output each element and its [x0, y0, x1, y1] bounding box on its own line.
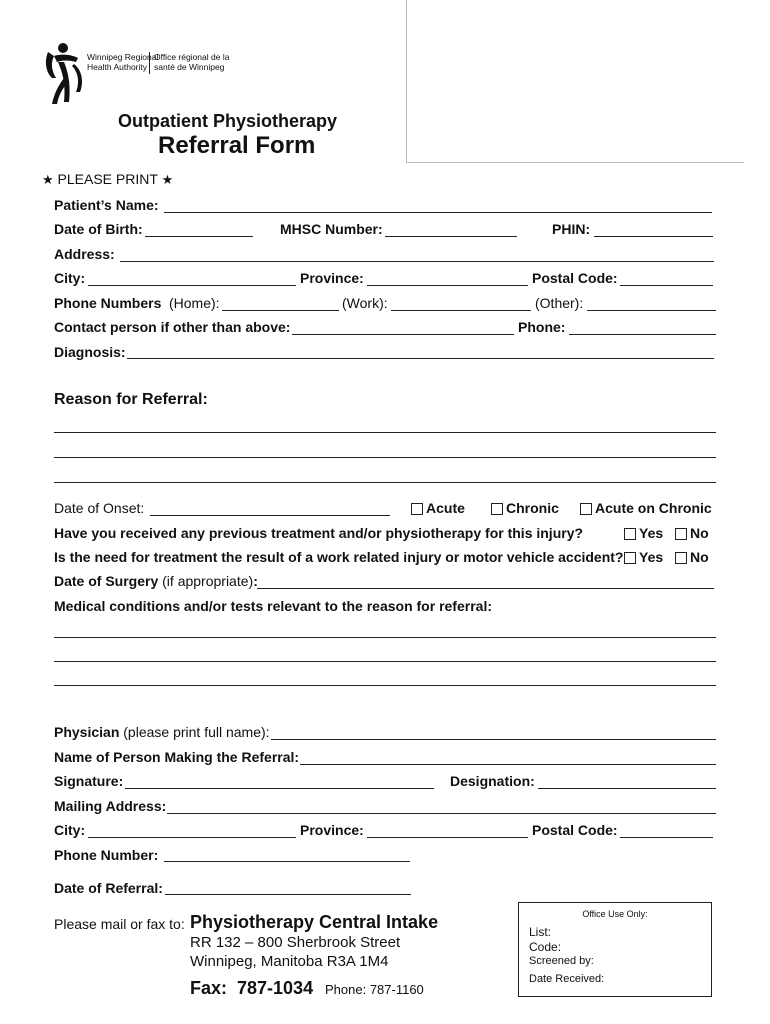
home-phone-field[interactable]	[222, 310, 339, 311]
form-title: Referral Form	[158, 132, 316, 159]
designation-field[interactable]	[538, 788, 716, 789]
acute-on-chronic-label: Acute on Chronic	[595, 500, 712, 516]
logo-text-en	[87, 52, 158, 72]
onset-field[interactable]	[150, 515, 390, 516]
yes-label: Yes	[639, 525, 664, 541]
signature-label: Signature:	[54, 773, 124, 789]
logo-org-en-line1: Winnipeg Regional	[87, 52, 159, 62]
physician-postal-label: Postal Code:	[532, 822, 618, 838]
work-related-no[interactable]	[675, 549, 709, 565]
province-field[interactable]	[367, 285, 528, 286]
onset-label: Date of Onset:	[54, 500, 145, 516]
chronic-checkbox[interactable]	[491, 503, 503, 515]
logo-org-fr-line2: santé de Winnipeg	[154, 62, 225, 72]
wrha-logo-figure-icon	[42, 42, 86, 108]
referral-date-field[interactable]	[165, 894, 411, 895]
form-subtitle: Outpatient Physiotherapy	[118, 111, 338, 131]
physician-label-text: Physician	[54, 724, 120, 740]
previous-treatment-question: Have you received any previous treatment and/or physiotherapy for this injury?	[54, 525, 584, 541]
surgery-colon: :	[253, 573, 258, 589]
physician-city-label: City:	[54, 822, 86, 838]
medical-line-1[interactable]	[54, 637, 716, 638]
physician-phone-field[interactable]	[164, 861, 410, 862]
medical-line-3[interactable]	[54, 685, 716, 686]
reason-line-1[interactable]	[54, 432, 716, 433]
no-label: No	[690, 525, 709, 541]
diagnosis-field[interactable]	[127, 358, 714, 359]
work-related-no-checkbox[interactable]	[675, 552, 687, 564]
fax-number: Fax: 787-1034	[190, 978, 314, 998]
mail-address-line2: Winnipeg, Manitoba R3A 1M4	[190, 953, 389, 970]
acute-option[interactable]	[411, 500, 465, 516]
medical-conditions-label: Medical conditions and/or tests relevant to the reason for referral:	[54, 598, 492, 614]
acute-checkbox[interactable]	[411, 503, 423, 515]
acute-label: Acute	[426, 500, 465, 516]
address-field[interactable]	[120, 261, 714, 262]
acute-on-chronic-checkbox[interactable]	[580, 503, 592, 515]
referrer-field[interactable]	[300, 764, 716, 765]
address-label: Address:	[54, 246, 115, 262]
mail-org: Physiotherapy Central Intake	[190, 912, 439, 932]
mailing-address-field[interactable]	[167, 813, 716, 814]
mhsc-field[interactable]	[385, 236, 517, 237]
chronic-label: Chronic	[506, 500, 559, 516]
wrha-logo	[42, 42, 86, 108]
postal-code-field[interactable]	[620, 285, 713, 286]
surgery-label	[54, 573, 258, 589]
office-use-title: Office Use Only:	[582, 909, 648, 919]
home-phone-label: (Home):	[169, 295, 220, 311]
physician-province-label: Province:	[300, 822, 364, 838]
previous-treatment-yes[interactable]	[624, 525, 663, 541]
dob-field[interactable]	[145, 236, 253, 237]
star-icon: ★	[42, 172, 54, 187]
contact-person-label: Contact person if other than above:	[54, 319, 291, 335]
postal-code-label: Postal Code:	[532, 270, 618, 286]
please-print-note	[42, 171, 173, 188]
contact-phone-field[interactable]	[569, 334, 716, 335]
phone-numbers-label: Phone Numbers	[54, 295, 162, 311]
physician-field[interactable]	[271, 739, 716, 740]
contact-phone-label: Phone:	[518, 319, 566, 335]
previous-treatment-no-checkbox[interactable]	[675, 528, 687, 540]
office-received-label: Date Received:	[529, 973, 605, 985]
acute-on-chronic-option[interactable]	[580, 500, 712, 516]
previous-treatment-no[interactable]	[675, 525, 709, 541]
reason-line-3[interactable]	[54, 482, 716, 483]
work-related-yes-checkbox[interactable]	[624, 552, 636, 564]
referrer-label: Name of Person Making the Referral:	[54, 749, 300, 765]
city-label: City:	[54, 270, 86, 286]
surgery-label-text: Date of Surgery	[54, 573, 159, 589]
referral-date-label: Date of Referral:	[54, 880, 163, 896]
star-icon: ★	[161, 172, 174, 187]
other-phone-label: (Other):	[535, 295, 584, 311]
province-label: Province:	[300, 270, 364, 286]
chronic-option[interactable]	[491, 500, 559, 516]
logo-text-fr	[154, 52, 229, 72]
diagnosis-label: Diagnosis:	[54, 344, 126, 360]
contact-person-field[interactable]	[292, 334, 514, 335]
designation-label: Designation:	[450, 773, 535, 789]
office-use-box	[518, 902, 712, 997]
phone-number: Phone: 787-1160	[325, 982, 424, 997]
work-phone-field[interactable]	[391, 310, 531, 311]
physician-city-field[interactable]	[88, 837, 296, 838]
label-area-bottom-border	[406, 162, 744, 163]
yes-label: Yes	[639, 549, 664, 565]
mhsc-label: MHSC Number:	[280, 221, 383, 237]
physician-note: (please print full name):	[123, 724, 270, 740]
logo-org-en-line2: Health Authority	[87, 62, 148, 72]
other-phone-field[interactable]	[587, 310, 716, 311]
physician-postal-field[interactable]	[620, 837, 713, 838]
office-code-label: Code:	[529, 940, 562, 954]
label-area-left-border	[406, 0, 407, 162]
patient-name-label: Patient’s Name:	[54, 197, 159, 213]
no-label: No	[690, 549, 709, 565]
surgery-field[interactable]	[257, 588, 714, 589]
work-related-yes[interactable]	[624, 549, 663, 565]
patient-name-field[interactable]	[164, 212, 712, 213]
phin-label: PHIN:	[552, 221, 591, 237]
logo-divider	[149, 52, 150, 74]
signature-field[interactable]	[125, 788, 434, 789]
please-print-text: PLEASE PRINT	[57, 171, 158, 187]
reason-line-2[interactable]	[54, 457, 716, 458]
work-related-question: Is the need for treatment the result of a work related injury or motor vehicle accident?	[54, 549, 624, 565]
physician-province-field[interactable]	[367, 837, 528, 838]
office-screened-label: Screened by:	[529, 955, 594, 967]
mailing-address-label: Mailing Address:	[54, 798, 167, 814]
surgery-note: (if appropriate)	[162, 573, 254, 589]
phin-field[interactable]	[594, 236, 713, 237]
reason-heading: Reason for Referral:	[54, 391, 208, 408]
physician-phone-label: Phone Number:	[54, 847, 159, 863]
logo-org-fr-line1: Office régional de la	[154, 52, 230, 62]
mail-prompt: Please mail or fax to:	[54, 916, 185, 932]
medical-line-2[interactable]	[54, 661, 716, 662]
mail-address-line1: RR 132 – 800 Sherbrook Street	[190, 934, 401, 951]
work-phone-label: (Work):	[342, 295, 388, 311]
previous-treatment-yes-checkbox[interactable]	[624, 528, 636, 540]
physician-label	[54, 724, 270, 740]
city-field[interactable]	[88, 285, 296, 286]
office-list-label: List:	[529, 925, 552, 939]
dob-label: Date of Birth:	[54, 221, 143, 237]
